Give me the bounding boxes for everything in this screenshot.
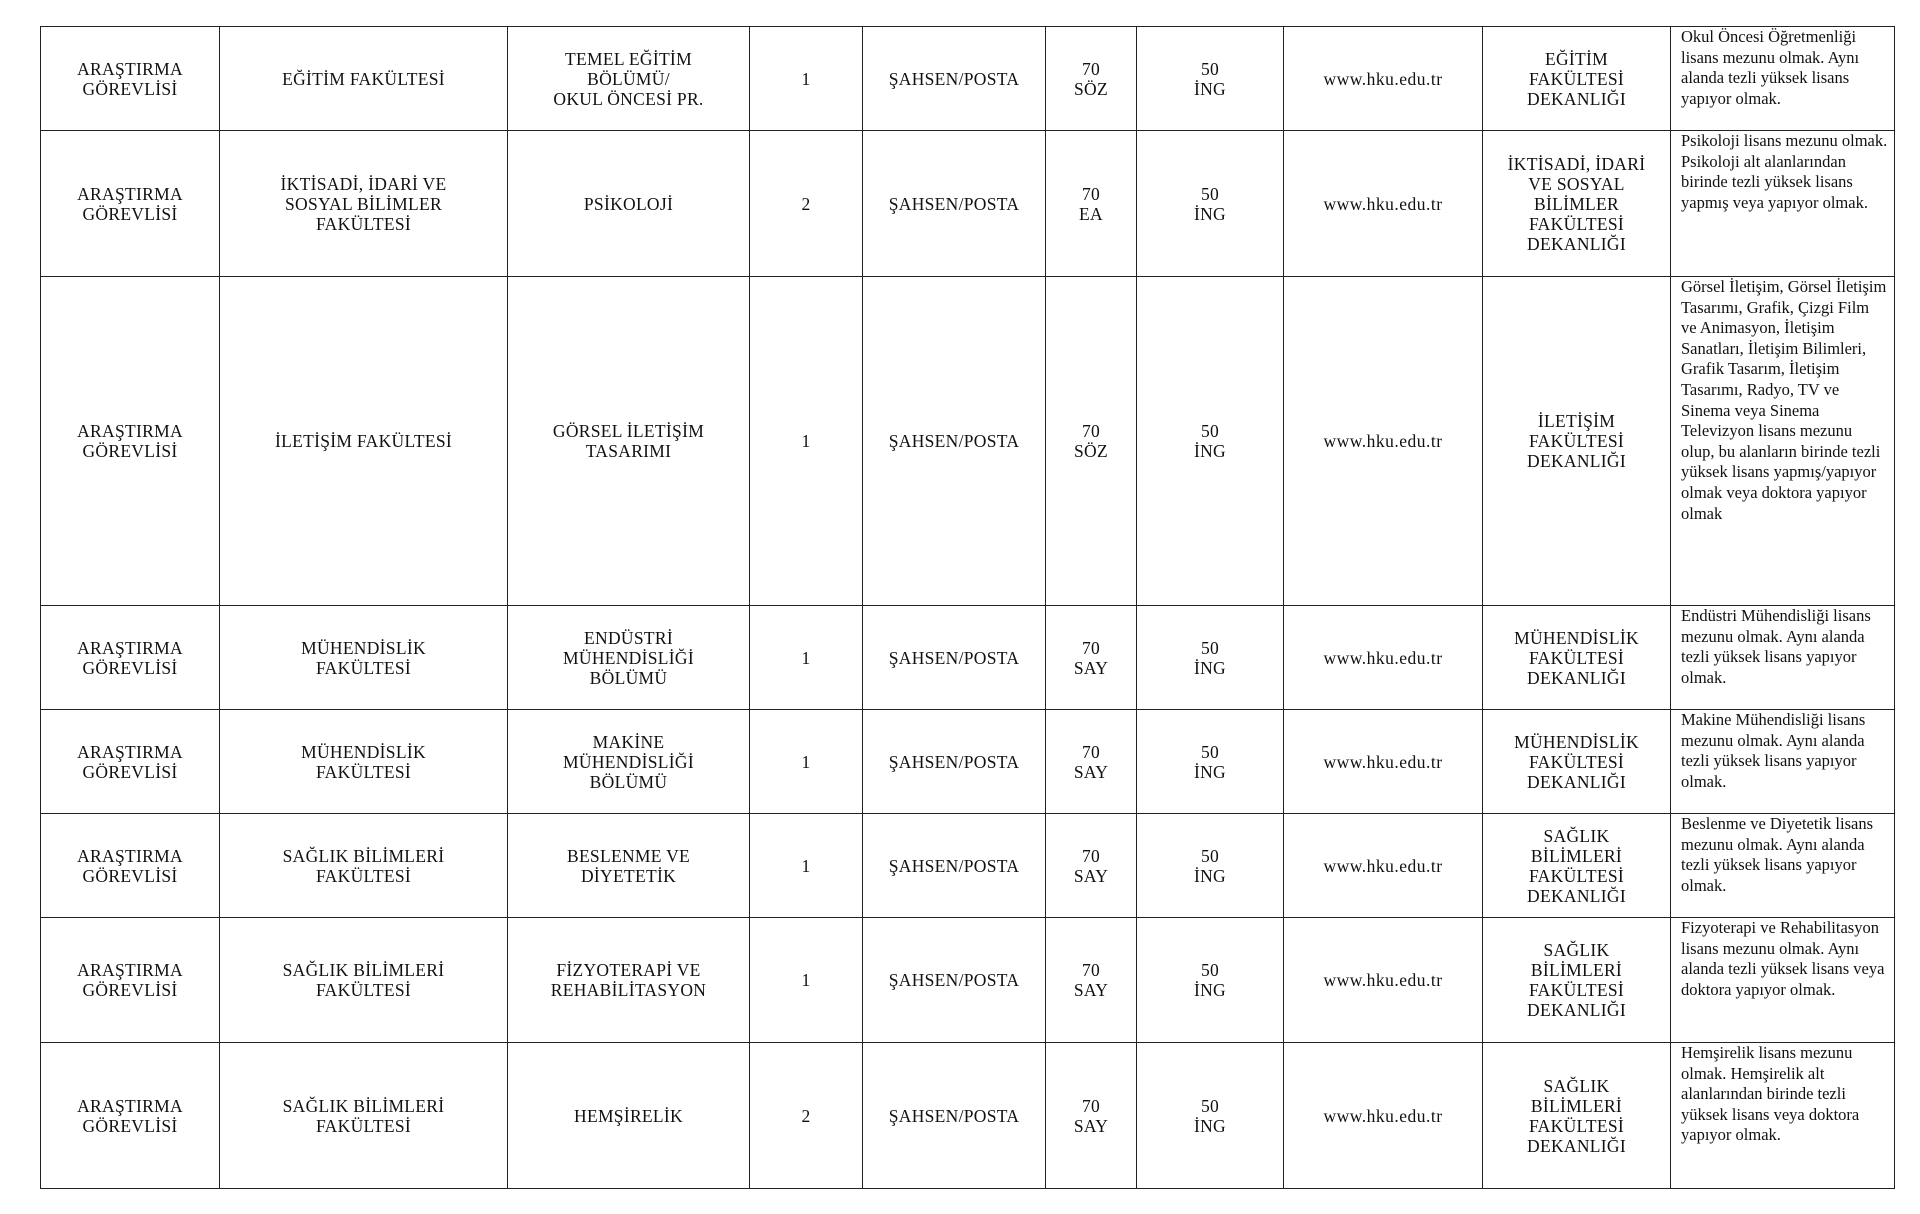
faculty-cell: SAĞLIK BİLİMLERİ FAKÜLTESİ (220, 1043, 508, 1189)
language-score-cell: 50 İNG (1137, 131, 1284, 277)
table-row (41, 814, 1895, 918)
table-row (41, 277, 1895, 606)
staff-title-cell: ARAŞTIRMA GÖREVLİSİ (41, 814, 220, 918)
position-count-cell: 2 (750, 131, 863, 277)
requirements-cell: Beslenme ve Diyetetik lisans mezunu olmak. Aynı alanda tezli yüksek lisans yapıyor olmak. (1671, 814, 1895, 918)
staff-title-cell: ARAŞTIRMA GÖREVLİSİ (41, 27, 220, 131)
position-count-cell: 1 (750, 710, 863, 814)
faculty-cell: MÜHENDİSLİK FAKÜLTESİ (220, 710, 508, 814)
website-cell: www.hku.edu.tr (1284, 814, 1483, 918)
ales-score-cell: 70 SAY (1046, 814, 1137, 918)
application-office-cell: EĞİTİM FAKÜLTESİ DEKANLIĞI (1483, 27, 1671, 131)
website-cell: www.hku.edu.tr (1284, 131, 1483, 277)
position-count-cell: 1 (750, 277, 863, 606)
department-cell: TEMEL EĞİTİM BÖLÜMÜ/ OKUL ÖNCESİ PR. (508, 27, 750, 131)
staff-title-cell: ARAŞTIRMA GÖREVLİSİ (41, 710, 220, 814)
ales-score-cell: 70 SAY (1046, 1043, 1137, 1189)
language-score-cell: 50 İNG (1137, 814, 1284, 918)
position-count-cell: 2 (750, 1043, 863, 1189)
language-score-cell: 50 İNG (1137, 277, 1284, 606)
ales-score-cell: 70 EA (1046, 131, 1137, 277)
staff-title-cell: ARAŞTIRMA GÖREVLİSİ (41, 918, 220, 1043)
ales-score-cell: 70 SÖZ (1046, 27, 1137, 131)
position-listing-table (40, 26, 1895, 1189)
application-method-cell: ŞAHSEN/POSTA (863, 918, 1046, 1043)
table-row (41, 606, 1895, 710)
faculty-cell: İKTİSADİ, İDARİ VE SOSYAL BİLİMLER FAKÜLTESİ (220, 131, 508, 277)
language-score-cell: 50 İNG (1137, 27, 1284, 131)
application-method-cell: ŞAHSEN/POSTA (863, 606, 1046, 710)
website-cell: www.hku.edu.tr (1284, 277, 1483, 606)
application-method-cell: ŞAHSEN/POSTA (863, 131, 1046, 277)
faculty-cell: MÜHENDİSLİK FAKÜLTESİ (220, 606, 508, 710)
language-score-cell: 50 İNG (1137, 1043, 1284, 1189)
ales-score-cell: 70 SAY (1046, 710, 1137, 814)
application-office-cell: MÜHENDİSLİK FAKÜLTESİ DEKANLIĞI (1483, 606, 1671, 710)
department-cell: BESLENME VE DİYETETİK (508, 814, 750, 918)
requirements-cell: Endüstri Mühendisliği lisans mezunu olmak. Aynı alanda tezli yüksek lisans yapıyor olmak. (1671, 606, 1895, 710)
table-row (41, 1043, 1895, 1189)
staff-title-cell: ARAŞTIRMA GÖREVLİSİ (41, 606, 220, 710)
faculty-cell: EĞİTİM FAKÜLTESİ (220, 27, 508, 131)
department-cell: ENDÜSTRİ MÜHENDİSLİĞİ BÖLÜMÜ (508, 606, 750, 710)
website-cell: www.hku.edu.tr (1284, 27, 1483, 131)
department-cell: MAKİNE MÜHENDİSLİĞİ BÖLÜMÜ (508, 710, 750, 814)
application-office-cell: MÜHENDİSLİK FAKÜLTESİ DEKANLIĞI (1483, 710, 1671, 814)
requirements-cell: Makine Mühendisliği lisans mezunu olmak. Aynı alanda tezli yüksek lisans yapıyor olmak. (1671, 710, 1895, 814)
department-cell: GÖRSEL İLETİŞİM TASARIMI (508, 277, 750, 606)
website-cell: www.hku.edu.tr (1284, 918, 1483, 1043)
requirements-cell: Fizyoterapi ve Rehabilitasyon lisans mezunu olmak. Aynı alanda tezli yüksek lisans veya doktora yapıyor olmak. (1671, 918, 1895, 1043)
application-method-cell: ŞAHSEN/POSTA (863, 1043, 1046, 1189)
ales-score-cell: 70 SÖZ (1046, 277, 1137, 606)
application-method-cell: ŞAHSEN/POSTA (863, 277, 1046, 606)
application-office-cell: İKTİSADİ, İDARİ VE SOSYAL BİLİMLER FAKÜLTESİ DEKANLIĞI (1483, 131, 1671, 277)
language-score-cell: 50 İNG (1137, 710, 1284, 814)
requirements-cell: Görsel İletişim, Görsel İletişim Tasarımı, Grafik, Çizgi Film ve Animasyon, İletişim Sanatları, İletişim Bilimleri, Grafik Tasarım, İletişim Tasarımı, Radyo, TV ve Sinema veya Sinema Televizyon lisans mezunu olup, bu alanların birinde tezli yüksek lisans yapmış/yapıyor olmak veya doktora yapıyor olmak (1671, 277, 1895, 606)
department-cell: HEMŞİRELİK (508, 1043, 750, 1189)
application-method-cell: ŞAHSEN/POSTA (863, 814, 1046, 918)
website-cell: www.hku.edu.tr (1284, 710, 1483, 814)
position-count-cell: 1 (750, 606, 863, 710)
ales-score-cell: 70 SAY (1046, 606, 1137, 710)
language-score-cell: 50 İNG (1137, 918, 1284, 1043)
application-office-cell: SAĞLIK BİLİMLERİ FAKÜLTESİ DEKANLIĞI (1483, 918, 1671, 1043)
table-row (41, 710, 1895, 814)
requirements-cell: Psikoloji lisans mezunu olmak. Psikoloji alt alanlarından birinde tezli yüksek lisans yapmış veya yapıyor olmak. (1671, 131, 1895, 277)
position-count-cell: 1 (750, 27, 863, 131)
table-row (41, 918, 1895, 1043)
application-method-cell: ŞAHSEN/POSTA (863, 27, 1046, 131)
website-cell: www.hku.edu.tr (1284, 606, 1483, 710)
application-method-cell: ŞAHSEN/POSTA (863, 710, 1046, 814)
application-office-cell: SAĞLIK BİLİMLERİ FAKÜLTESİ DEKANLIĞI (1483, 1043, 1671, 1189)
faculty-cell: SAĞLIK BİLİMLERİ FAKÜLTESİ (220, 814, 508, 918)
staff-title-cell: ARAŞTIRMA GÖREVLİSİ (41, 1043, 220, 1189)
application-office-cell: SAĞLIK BİLİMLERİ FAKÜLTESİ DEKANLIĞI (1483, 814, 1671, 918)
faculty-cell: İLETİŞİM FAKÜLTESİ (220, 277, 508, 606)
position-count-cell: 1 (750, 814, 863, 918)
language-score-cell: 50 İNG (1137, 606, 1284, 710)
staff-title-cell: ARAŞTIRMA GÖREVLİSİ (41, 277, 220, 606)
department-cell: FİZYOTERAPİ VE REHABİLİTASYON (508, 918, 750, 1043)
requirements-cell: Hemşirelik lisans mezunu olmak. Hemşirelik alt alanlarından birinde tezli yüksek lisans veya doktora yapıyor olmak. (1671, 1043, 1895, 1189)
position-count-cell: 1 (750, 918, 863, 1043)
department-cell: PSİKOLOJİ (508, 131, 750, 277)
requirements-cell: Okul Öncesi Öğretmenliği lisans mezunu olmak. Aynı alanda tezli yüksek lisans yapıyor olmak. (1671, 27, 1895, 131)
application-office-cell: İLETİŞİM FAKÜLTESİ DEKANLIĞI (1483, 277, 1671, 606)
table-row (41, 27, 1895, 131)
staff-title-cell: ARAŞTIRMA GÖREVLİSİ (41, 131, 220, 277)
website-cell: www.hku.edu.tr (1284, 1043, 1483, 1189)
ales-score-cell: 70 SAY (1046, 918, 1137, 1043)
table-row (41, 131, 1895, 277)
faculty-cell: SAĞLIK BİLİMLERİ FAKÜLTESİ (220, 918, 508, 1043)
